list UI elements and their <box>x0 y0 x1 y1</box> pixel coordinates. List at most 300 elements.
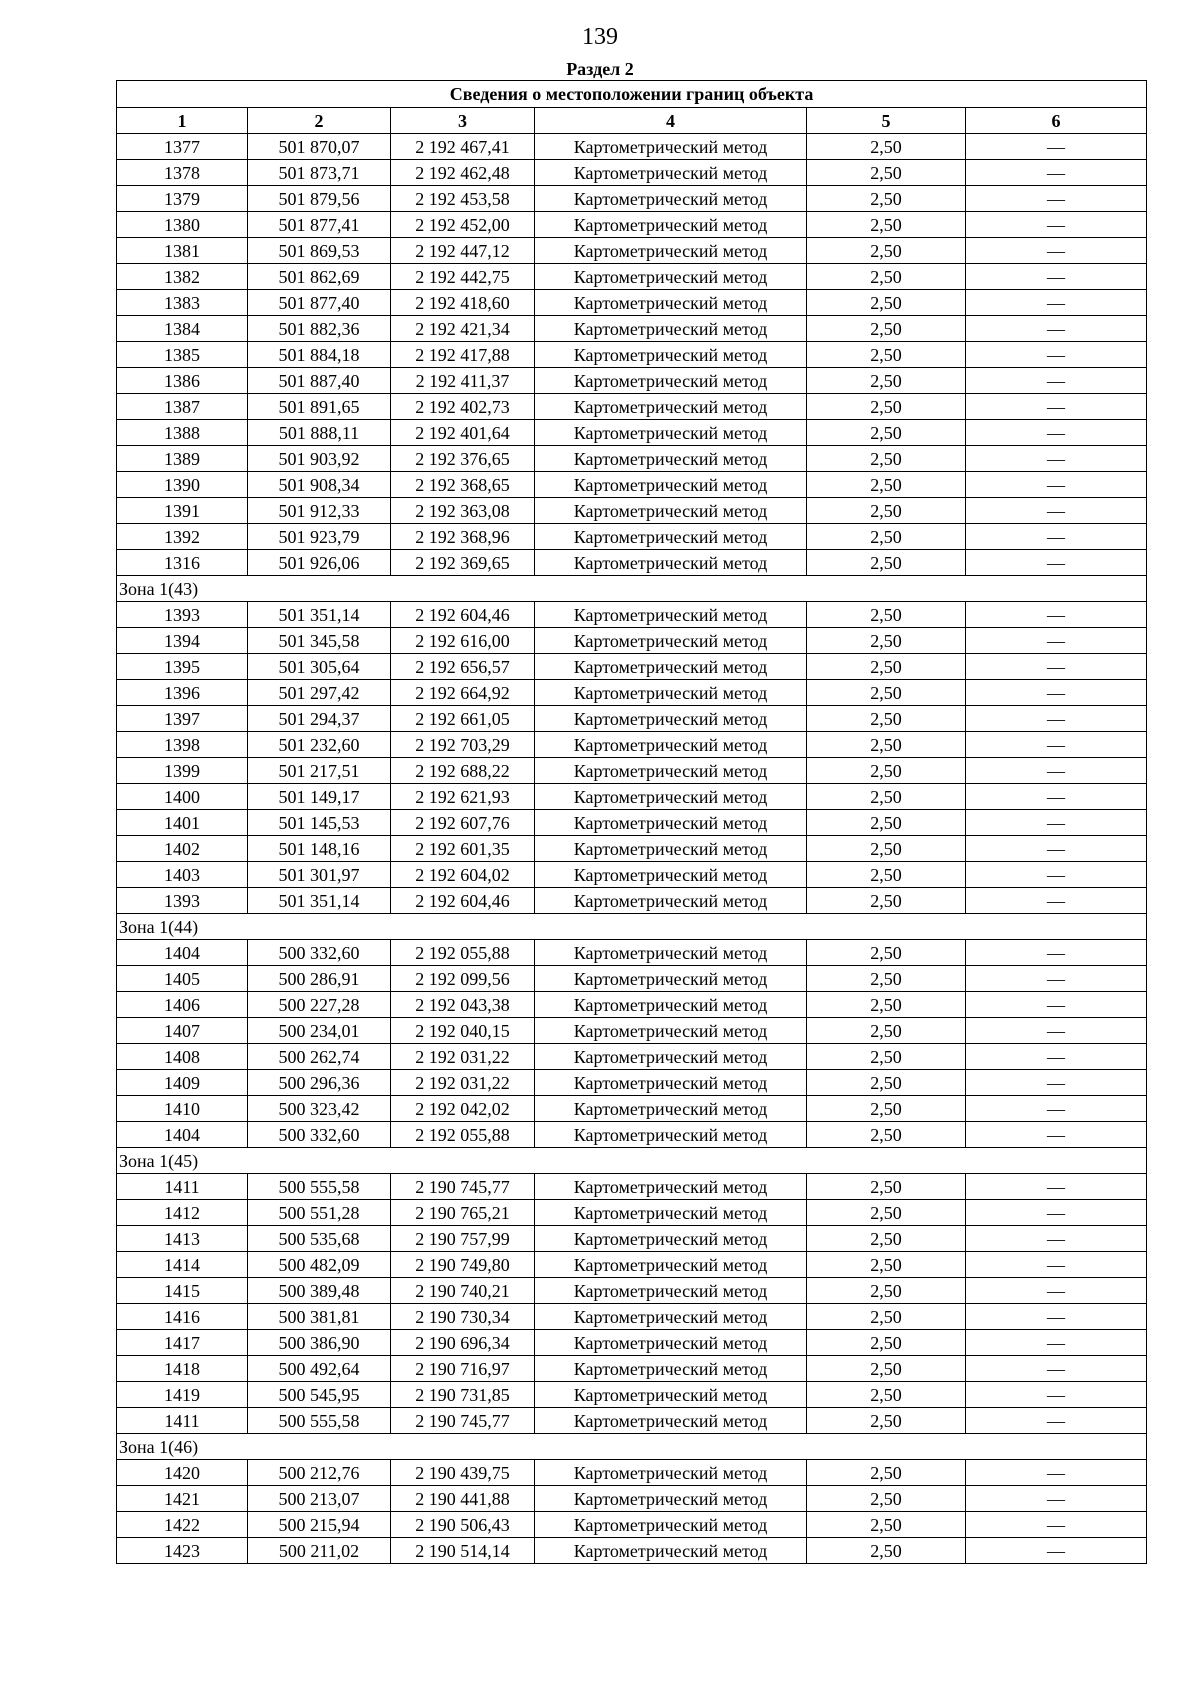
x-coordinate-cell: 500 332,60 <box>248 1122 391 1148</box>
accuracy-cell: 2,50 <box>807 706 966 732</box>
table-row <box>117 1278 1147 1304</box>
accuracy-cell: 2,50 <box>807 394 966 420</box>
method-cell: Картометрический метод <box>535 966 807 992</box>
y-coordinate-cell: 2 190 696,34 <box>391 1330 535 1356</box>
zone-header-row <box>117 914 1147 940</box>
accuracy-cell: 2,50 <box>807 134 966 160</box>
accuracy-cell: 2,50 <box>807 186 966 212</box>
description-cell: — <box>966 290 1147 316</box>
description-cell: — <box>966 446 1147 472</box>
column-header: 1 <box>117 108 248 134</box>
y-coordinate-cell: 2 192 368,65 <box>391 472 535 498</box>
accuracy-cell: 2,50 <box>807 940 966 966</box>
y-coordinate-cell: 2 192 055,88 <box>391 1122 535 1148</box>
table-row <box>117 186 1147 212</box>
table-row <box>117 498 1147 524</box>
point-number-cell: 1412 <box>117 1200 248 1226</box>
table-row <box>117 1512 1147 1538</box>
description-cell: — <box>966 706 1147 732</box>
x-coordinate-cell: 500 555,58 <box>248 1408 391 1434</box>
zone-header-row <box>117 576 1147 602</box>
x-coordinate-cell: 501 870,07 <box>248 134 391 160</box>
point-number-cell: 1386 <box>117 368 248 394</box>
x-coordinate-cell: 500 389,48 <box>248 1278 391 1304</box>
point-number-cell: 1388 <box>117 420 248 446</box>
accuracy-cell: 2,50 <box>807 290 966 316</box>
accuracy-cell: 2,50 <box>807 992 966 1018</box>
accuracy-cell: 2,50 <box>807 420 966 446</box>
page-number: 139 <box>582 24 618 50</box>
table-row <box>117 1408 1147 1434</box>
x-coordinate-cell: 501 305,64 <box>248 654 391 680</box>
method-cell: Картометрический метод <box>535 1122 807 1148</box>
point-number-cell: 1405 <box>117 966 248 992</box>
description-cell: — <box>966 940 1147 966</box>
description-cell: — <box>966 550 1147 576</box>
accuracy-cell: 2,50 <box>807 628 966 654</box>
method-cell: Картометрический метод <box>535 1252 807 1278</box>
description-cell: — <box>966 680 1147 706</box>
method-cell: Картометрический метод <box>535 1460 807 1486</box>
table-row <box>117 1200 1147 1226</box>
point-number-cell: 1407 <box>117 1018 248 1044</box>
y-coordinate-cell: 2 192 363,08 <box>391 498 535 524</box>
x-coordinate-cell: 500 386,90 <box>248 1330 391 1356</box>
accuracy-cell: 2,50 <box>807 498 966 524</box>
zone-label: Зона 1(43) <box>117 576 1147 602</box>
x-coordinate-cell: 501 888,11 <box>248 420 391 446</box>
table-row <box>117 1096 1147 1122</box>
y-coordinate-cell: 2 192 031,22 <box>391 1070 535 1096</box>
point-number-cell: 1404 <box>117 1122 248 1148</box>
accuracy-cell: 2,50 <box>807 1538 966 1564</box>
y-coordinate-cell: 2 192 043,38 <box>391 992 535 1018</box>
x-coordinate-cell: 501 217,51 <box>248 758 391 784</box>
table-header-row <box>117 108 1147 134</box>
accuracy-cell: 2,50 <box>807 784 966 810</box>
x-coordinate-cell: 500 545,95 <box>248 1382 391 1408</box>
description-cell: — <box>966 316 1147 342</box>
column-header: 4 <box>535 108 807 134</box>
method-cell: Картометрический метод <box>535 1382 807 1408</box>
x-coordinate-cell: 500 551,28 <box>248 1200 391 1226</box>
accuracy-cell: 2,50 <box>807 888 966 914</box>
point-number-cell: 1417 <box>117 1330 248 1356</box>
method-cell: Картометрический метод <box>535 472 807 498</box>
method-cell: Картометрический метод <box>535 628 807 654</box>
y-coordinate-cell: 2 192 402,73 <box>391 394 535 420</box>
table-row <box>117 654 1147 680</box>
point-number-cell: 1413 <box>117 1226 248 1252</box>
y-coordinate-cell: 2 192 604,02 <box>391 862 535 888</box>
method-cell: Картометрический метод <box>535 654 807 680</box>
point-number-cell: 1398 <box>117 732 248 758</box>
x-coordinate-cell: 501 297,42 <box>248 680 391 706</box>
accuracy-cell: 2,50 <box>807 1226 966 1252</box>
method-cell: Картометрический метод <box>535 264 807 290</box>
method-cell: Картометрический метод <box>535 1070 807 1096</box>
description-cell: — <box>966 1200 1147 1226</box>
table-row <box>117 316 1147 342</box>
method-cell: Картометрический метод <box>535 1512 807 1538</box>
accuracy-cell: 2,50 <box>807 1304 966 1330</box>
y-coordinate-cell: 2 190 514,14 <box>391 1538 535 1564</box>
method-cell: Картометрический метод <box>535 602 807 628</box>
description-cell: — <box>966 784 1147 810</box>
table-row <box>117 888 1147 914</box>
point-number-cell: 1390 <box>117 472 248 498</box>
y-coordinate-cell: 2 192 376,65 <box>391 446 535 472</box>
y-coordinate-cell: 2 190 745,77 <box>391 1174 535 1200</box>
y-coordinate-cell: 2 192 369,65 <box>391 550 535 576</box>
y-coordinate-cell: 2 192 401,64 <box>391 420 535 446</box>
accuracy-cell: 2,50 <box>807 1044 966 1070</box>
table-row <box>117 160 1147 186</box>
point-number-cell: 1393 <box>117 602 248 628</box>
description-cell: — <box>966 836 1147 862</box>
point-number-cell: 1384 <box>117 316 248 342</box>
column-header: 6 <box>966 108 1147 134</box>
x-coordinate-cell: 501 869,53 <box>248 238 391 264</box>
y-coordinate-cell: 2 192 042,02 <box>391 1096 535 1122</box>
accuracy-cell: 2,50 <box>807 602 966 628</box>
method-cell: Картометрический метод <box>535 1226 807 1252</box>
method-cell: Картометрический метод <box>535 316 807 342</box>
point-number-cell: 1394 <box>117 628 248 654</box>
table-row <box>117 342 1147 368</box>
table-body <box>117 134 1147 1564</box>
point-number-cell: 1383 <box>117 290 248 316</box>
y-coordinate-cell: 2 190 749,80 <box>391 1252 535 1278</box>
description-cell: — <box>966 1252 1147 1278</box>
x-coordinate-cell: 500 332,60 <box>248 940 391 966</box>
table-row <box>117 368 1147 394</box>
point-number-cell: 1420 <box>117 1460 248 1486</box>
description-cell: — <box>966 1278 1147 1304</box>
description-cell: — <box>966 1460 1147 1486</box>
x-coordinate-cell: 500 482,09 <box>248 1252 391 1278</box>
point-number-cell: 1423 <box>117 1538 248 1564</box>
method-cell: Картометрический метод <box>535 810 807 836</box>
table-row <box>117 1044 1147 1070</box>
column-header: 5 <box>807 108 966 134</box>
y-coordinate-cell: 2 190 731,85 <box>391 1382 535 1408</box>
description-cell: — <box>966 238 1147 264</box>
method-cell: Картометрический метод <box>535 836 807 862</box>
description-cell: — <box>966 1512 1147 1538</box>
x-coordinate-cell: 500 492,64 <box>248 1356 391 1382</box>
x-coordinate-cell: 501 345,58 <box>248 628 391 654</box>
point-number-cell: 1399 <box>117 758 248 784</box>
description-cell: — <box>966 1382 1147 1408</box>
point-number-cell: 1419 <box>117 1382 248 1408</box>
table-row <box>117 212 1147 238</box>
x-coordinate-cell: 500 296,36 <box>248 1070 391 1096</box>
y-coordinate-cell: 2 192 467,41 <box>391 134 535 160</box>
table-row <box>117 1252 1147 1278</box>
method-cell: Картометрический метод <box>535 1408 807 1434</box>
y-coordinate-cell: 2 192 442,75 <box>391 264 535 290</box>
method-cell: Картометрический метод <box>535 758 807 784</box>
x-coordinate-cell: 500 234,01 <box>248 1018 391 1044</box>
point-number-cell: 1391 <box>117 498 248 524</box>
accuracy-cell: 2,50 <box>807 1356 966 1382</box>
description-cell: — <box>966 1096 1147 1122</box>
x-coordinate-cell: 500 555,58 <box>248 1174 391 1200</box>
method-cell: Картометрический метод <box>535 498 807 524</box>
accuracy-cell: 2,50 <box>807 1070 966 1096</box>
point-number-cell: 1416 <box>117 1304 248 1330</box>
x-coordinate-cell: 501 903,92 <box>248 446 391 472</box>
description-cell: — <box>966 160 1147 186</box>
table-row <box>117 680 1147 706</box>
description-cell: — <box>966 602 1147 628</box>
x-coordinate-cell: 501 149,17 <box>248 784 391 810</box>
description-cell: — <box>966 524 1147 550</box>
point-number-cell: 1379 <box>117 186 248 212</box>
point-number-cell: 1387 <box>117 394 248 420</box>
point-number-cell: 1411 <box>117 1408 248 1434</box>
y-coordinate-cell: 2 192 621,93 <box>391 784 535 810</box>
x-coordinate-cell: 501 908,34 <box>248 472 391 498</box>
section-title: Раздел 2 <box>566 59 634 79</box>
accuracy-cell: 2,50 <box>807 1252 966 1278</box>
description-cell: — <box>966 1122 1147 1148</box>
method-cell: Картометрический метод <box>535 550 807 576</box>
y-coordinate-cell: 2 192 656,57 <box>391 654 535 680</box>
x-coordinate-cell: 501 891,65 <box>248 394 391 420</box>
table-row <box>117 940 1147 966</box>
y-coordinate-cell: 2 192 447,12 <box>391 238 535 264</box>
table-row <box>117 1486 1147 1512</box>
table-row <box>117 264 1147 290</box>
table-caption: Сведения о местоположении границ объекта <box>117 81 1147 108</box>
point-number-cell: 1378 <box>117 160 248 186</box>
y-coordinate-cell: 2 192 411,37 <box>391 368 535 394</box>
x-coordinate-cell: 501 887,40 <box>248 368 391 394</box>
accuracy-cell: 2,50 <box>807 1408 966 1434</box>
y-coordinate-cell: 2 192 099,56 <box>391 966 535 992</box>
description-cell: — <box>966 1486 1147 1512</box>
point-number-cell: 1395 <box>117 654 248 680</box>
method-cell: Картометрический метод <box>535 1486 807 1512</box>
point-number-cell: 1381 <box>117 238 248 264</box>
y-coordinate-cell: 2 190 745,77 <box>391 1408 535 1434</box>
description-cell: — <box>966 394 1147 420</box>
description-cell: — <box>966 186 1147 212</box>
x-coordinate-cell: 500 286,91 <box>248 966 391 992</box>
zone-header-row <box>117 1148 1147 1174</box>
accuracy-cell: 2,50 <box>807 1382 966 1408</box>
zone-label: Зона 1(44) <box>117 914 1147 940</box>
table-row <box>117 472 1147 498</box>
y-coordinate-cell: 2 192 688,22 <box>391 758 535 784</box>
x-coordinate-cell: 501 145,53 <box>248 810 391 836</box>
accuracy-cell: 2,50 <box>807 1174 966 1200</box>
y-coordinate-cell: 2 192 604,46 <box>391 888 535 914</box>
x-coordinate-cell: 500 381,81 <box>248 1304 391 1330</box>
accuracy-cell: 2,50 <box>807 550 966 576</box>
point-number-cell: 1400 <box>117 784 248 810</box>
description-cell: — <box>966 1174 1147 1200</box>
x-coordinate-cell: 501 877,41 <box>248 212 391 238</box>
method-cell: Картометрический метод <box>535 524 807 550</box>
table-row <box>117 394 1147 420</box>
table-row <box>117 1304 1147 1330</box>
method-cell: Картометрический метод <box>535 446 807 472</box>
method-cell: Картометрический метод <box>535 160 807 186</box>
y-coordinate-cell: 2 192 661,05 <box>391 706 535 732</box>
description-cell: — <box>966 1304 1147 1330</box>
accuracy-cell: 2,50 <box>807 654 966 680</box>
accuracy-cell: 2,50 <box>807 1018 966 1044</box>
x-coordinate-cell: 501 882,36 <box>248 316 391 342</box>
description-cell: — <box>966 1226 1147 1252</box>
table-row <box>117 732 1147 758</box>
description-cell: — <box>966 654 1147 680</box>
table-row <box>117 420 1147 446</box>
x-coordinate-cell: 500 262,74 <box>248 1044 391 1070</box>
accuracy-cell: 2,50 <box>807 1486 966 1512</box>
table-row <box>117 992 1147 1018</box>
point-number-cell: 1389 <box>117 446 248 472</box>
y-coordinate-cell: 2 190 730,34 <box>391 1304 535 1330</box>
table-row <box>117 1356 1147 1382</box>
y-coordinate-cell: 2 192 604,46 <box>391 602 535 628</box>
y-coordinate-cell: 2 190 757,99 <box>391 1226 535 1252</box>
table-row <box>117 628 1147 654</box>
description-cell: — <box>966 862 1147 888</box>
x-coordinate-cell: 501 351,14 <box>248 888 391 914</box>
accuracy-cell: 2,50 <box>807 836 966 862</box>
x-coordinate-cell: 500 212,76 <box>248 1460 391 1486</box>
accuracy-cell: 2,50 <box>807 1200 966 1226</box>
method-cell: Картометрический метод <box>535 1044 807 1070</box>
point-number-cell: 1409 <box>117 1070 248 1096</box>
method-cell: Картометрический метод <box>535 1356 807 1382</box>
table-row <box>117 1382 1147 1408</box>
table-row <box>117 550 1147 576</box>
zone-header-row <box>117 1434 1147 1460</box>
accuracy-cell: 2,50 <box>807 316 966 342</box>
description-cell: — <box>966 264 1147 290</box>
description-cell: — <box>966 420 1147 446</box>
y-coordinate-cell: 2 192 664,92 <box>391 680 535 706</box>
method-cell: Картометрический метод <box>535 186 807 212</box>
point-number-cell: 1393 <box>117 888 248 914</box>
table-row <box>117 524 1147 550</box>
method-cell: Картометрический метод <box>535 134 807 160</box>
x-coordinate-cell: 501 877,40 <box>248 290 391 316</box>
method-cell: Картометрический метод <box>535 1278 807 1304</box>
x-coordinate-cell: 500 323,42 <box>248 1096 391 1122</box>
accuracy-cell: 2,50 <box>807 212 966 238</box>
point-number-cell: 1414 <box>117 1252 248 1278</box>
y-coordinate-cell: 2 190 506,43 <box>391 1512 535 1538</box>
table-row <box>117 1226 1147 1252</box>
column-header: 2 <box>248 108 391 134</box>
method-cell: Картометрический метод <box>535 290 807 316</box>
description-cell: — <box>966 732 1147 758</box>
point-number-cell: 1404 <box>117 940 248 966</box>
table-row <box>117 446 1147 472</box>
table-row <box>117 134 1147 160</box>
accuracy-cell: 2,50 <box>807 1096 966 1122</box>
point-number-cell: 1406 <box>117 992 248 1018</box>
table-row <box>117 784 1147 810</box>
y-coordinate-cell: 2 192 607,76 <box>391 810 535 836</box>
y-coordinate-cell: 2 190 716,97 <box>391 1356 535 1382</box>
description-cell: — <box>966 966 1147 992</box>
accuracy-cell: 2,50 <box>807 966 966 992</box>
point-number-cell: 1382 <box>117 264 248 290</box>
accuracy-cell: 2,50 <box>807 264 966 290</box>
boundary-coordinates-table <box>116 80 1147 1564</box>
zone-label: Зона 1(46) <box>117 1434 1147 1460</box>
accuracy-cell: 2,50 <box>807 862 966 888</box>
table-row <box>117 810 1147 836</box>
point-number-cell: 1396 <box>117 680 248 706</box>
x-coordinate-cell: 501 884,18 <box>248 342 391 368</box>
method-cell: Картометрический метод <box>535 1096 807 1122</box>
description-cell: — <box>966 1356 1147 1382</box>
table-row <box>117 1538 1147 1564</box>
table-row <box>117 1070 1147 1096</box>
accuracy-cell: 2,50 <box>807 238 966 264</box>
point-number-cell: 1392 <box>117 524 248 550</box>
description-cell: — <box>966 212 1147 238</box>
x-coordinate-cell: 501 294,37 <box>248 706 391 732</box>
table-row <box>117 862 1147 888</box>
y-coordinate-cell: 2 190 765,21 <box>391 1200 535 1226</box>
y-coordinate-cell: 2 190 441,88 <box>391 1486 535 1512</box>
method-cell: Картометрический метод <box>535 784 807 810</box>
point-number-cell: 1418 <box>117 1356 248 1382</box>
y-coordinate-cell: 2 192 601,35 <box>391 836 535 862</box>
point-number-cell: 1385 <box>117 342 248 368</box>
method-cell: Картометрический метод <box>535 940 807 966</box>
x-coordinate-cell: 501 926,06 <box>248 550 391 576</box>
x-coordinate-cell: 500 227,28 <box>248 992 391 1018</box>
point-number-cell: 1415 <box>117 1278 248 1304</box>
table-row <box>117 602 1147 628</box>
method-cell: Картометрический метод <box>535 342 807 368</box>
x-coordinate-cell: 500 211,02 <box>248 1538 391 1564</box>
point-number-cell: 1397 <box>117 706 248 732</box>
x-coordinate-cell: 501 301,97 <box>248 862 391 888</box>
table-row <box>117 706 1147 732</box>
x-coordinate-cell: 501 351,14 <box>248 602 391 628</box>
method-cell: Картометрический метод <box>535 212 807 238</box>
description-cell: — <box>966 1538 1147 1564</box>
y-coordinate-cell: 2 192 452,00 <box>391 212 535 238</box>
y-coordinate-cell: 2 192 462,48 <box>391 160 535 186</box>
table-caption-row <box>117 81 1147 108</box>
method-cell: Картометрический метод <box>535 992 807 1018</box>
accuracy-cell: 2,50 <box>807 1278 966 1304</box>
x-coordinate-cell: 501 923,79 <box>248 524 391 550</box>
point-number-cell: 1411 <box>117 1174 248 1200</box>
y-coordinate-cell: 2 192 421,34 <box>391 316 535 342</box>
method-cell: Картометрический метод <box>535 862 807 888</box>
y-coordinate-cell: 2 192 453,58 <box>391 186 535 212</box>
y-coordinate-cell: 2 192 031,22 <box>391 1044 535 1070</box>
accuracy-cell: 2,50 <box>807 1460 966 1486</box>
method-cell: Картометрический метод <box>535 394 807 420</box>
description-cell: — <box>966 1070 1147 1096</box>
x-coordinate-cell: 501 148,16 <box>248 836 391 862</box>
y-coordinate-cell: 2 192 616,00 <box>391 628 535 654</box>
